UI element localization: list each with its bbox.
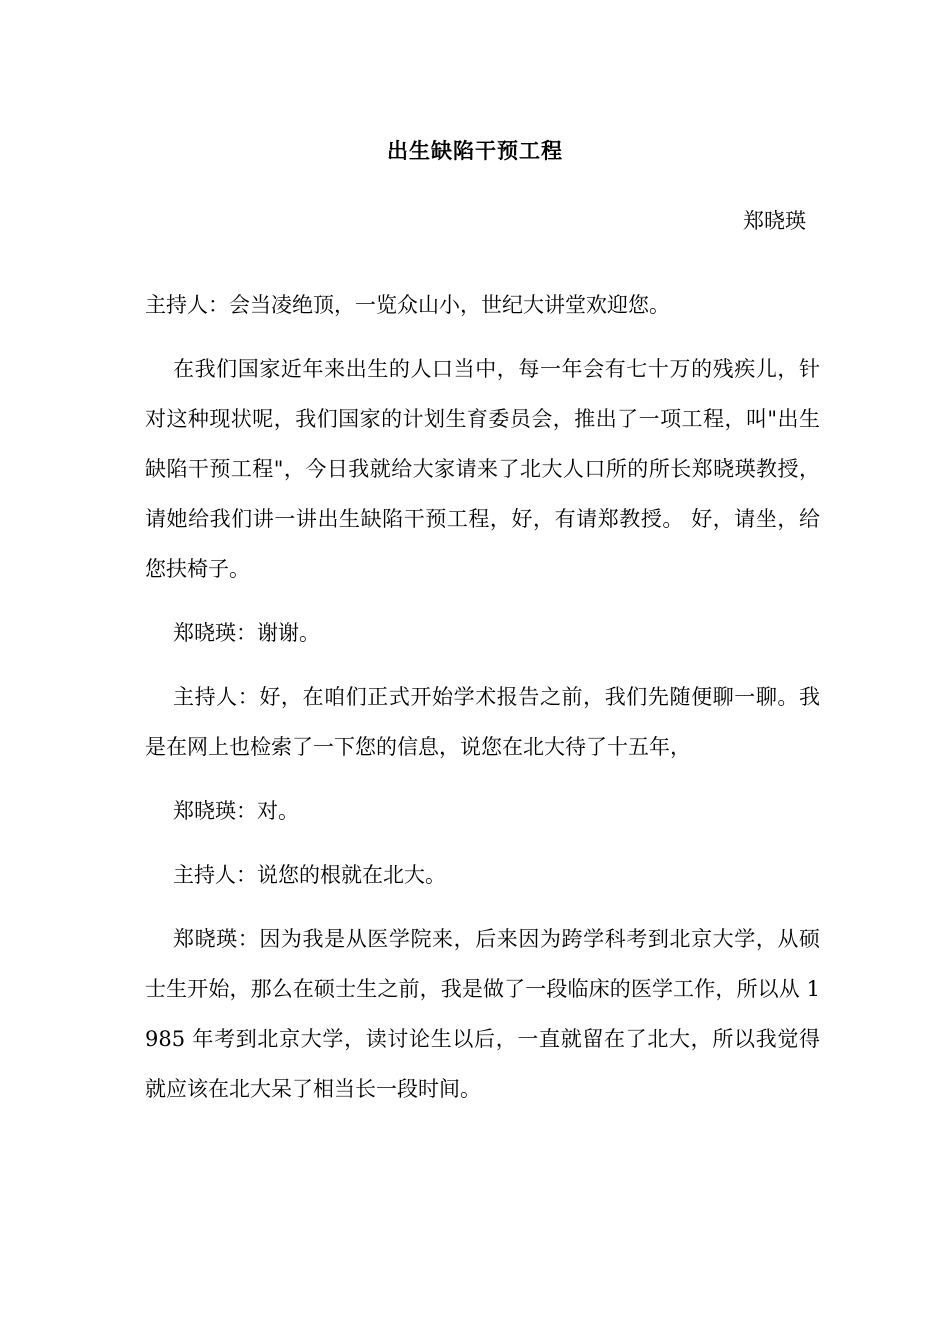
document-body xyxy=(145,280,820,1114)
paragraph-host-roots: 主持人：说您的根就在北大。 xyxy=(173,863,446,887)
paragraph-host-opening: 主持人：会当凌绝顶，一览众山小，世纪大讲堂欢迎您。 xyxy=(145,293,670,317)
paragraph-thanks: 郑晓瑛：谢谢。 xyxy=(173,621,320,645)
paragraph-reply-yes: 郑晓瑛：对。 xyxy=(173,799,299,823)
paragraph-host-chat: 主持人：好，在咱们正式开始学术报告之前，我们先随便聊一聊。我是在网上也检索了一下您的信息，说您在北大待了十五年， xyxy=(145,685,820,759)
document-author: 郑晓瑛 xyxy=(743,209,806,233)
document-title: 出生缺陷干预工程 xyxy=(387,138,563,163)
paragraph-background: 郑晓瑛：因为我是从医学院来，后来因为跨学科考到北京大学，从硕士生开始，那么在硕士生之前，我是做了一段临床的医学工作，所以从 1985 年考到北京大学，读讨论生以后，一直就留在了北大，所以我觉得就应该在北大呆了相当长一段时间。 xyxy=(145,927,820,1101)
paragraph-introduction: 在我们国家近年来出生的人口当中，每一年会有七十万的残疾儿，针对这种现状呢，我们国家的计划生育委员会，推出了一项工程，叫"出生缺陷干预工程"，今日我就给大家请来了北大人口所的所长郑晓瑛教授，请她给我们讲一讲出生缺陷干预工程，好，有请郑教授。 好，请坐，给您扶椅子。 xyxy=(145,357,820,581)
